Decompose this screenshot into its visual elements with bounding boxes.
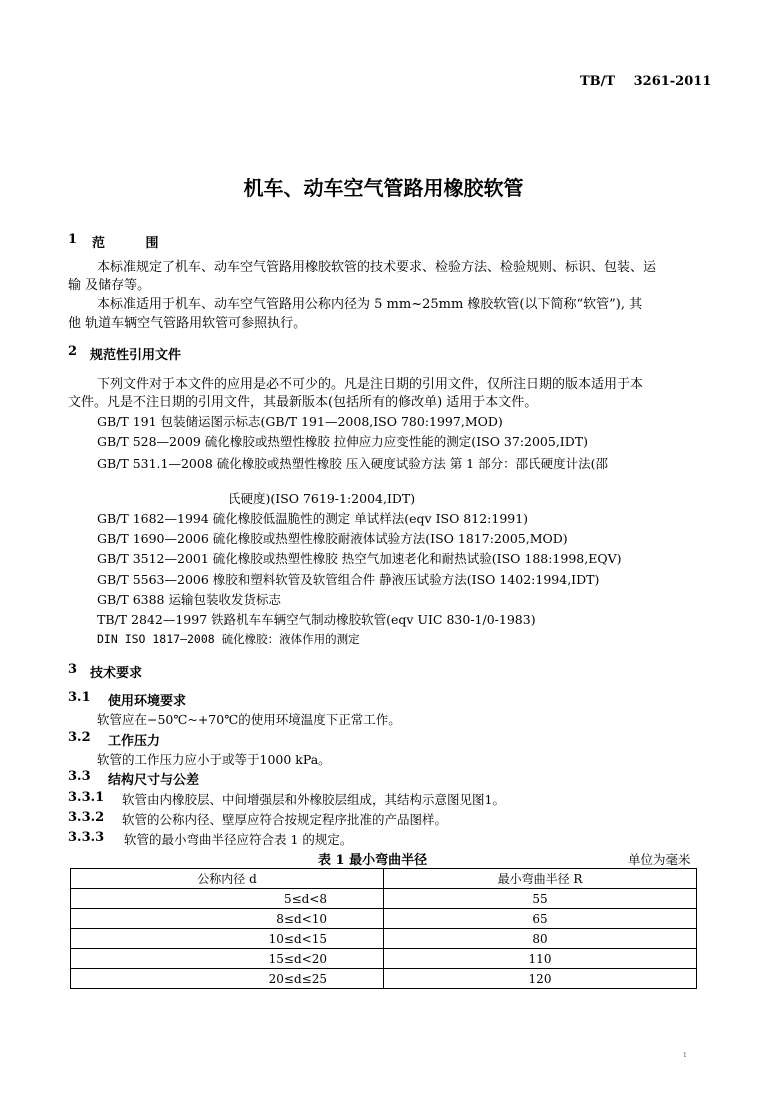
section-3-3-2-number: 3.3.2	[68, 810, 105, 825]
section-3-2-number: 3.2	[68, 730, 91, 745]
section-2-paragraph-line-1: 下列文件对于本文件的应用是必不可少的。凡是注日期的引用文件，仅所注日期的版本适用于本	[97, 377, 644, 392]
section-3-3-2-text: 软管的公称内径、壁厚应符合按规定程序批准的产品图样。	[122, 812, 448, 827]
table-cell: 110	[384, 949, 697, 969]
section-1-paragraph-2-line-1: 本标准适用于机车、动车空气管路用公称内径为 5 mm~25mm 橡胶软管(以下简称“软管”), 其	[97, 297, 643, 312]
section-3-3-1-text: 软管由内橡胶层、中间增强层和外橡胶层组成，其结构示意图见图1。	[122, 792, 505, 807]
section-2-number: 2	[68, 344, 78, 359]
section-3-3-number: 3.3	[68, 769, 91, 784]
reference-item: GB/T 1690—2006 硫化橡胶或热塑性橡胶耐液体试验方法(ISO 1817:2005,MOD)	[97, 531, 568, 546]
reference-item: GB/T 1682—1994 硫化橡胶低温脆性的测定 单试样法(eqv ISO 812:1991)	[97, 511, 529, 526]
section-2-paragraph-line-2: 文件。凡是不注日期的引用文件，其最新版本(包括所有的修改单) 适用于本文件。	[68, 395, 538, 410]
section-1-title: 范 围	[92, 236, 177, 251]
table-row	[71, 969, 697, 989]
table-cell: 80	[384, 929, 697, 949]
reference-item: GB/T 3512—2001 硫化橡胶或热塑性橡胶 热空气加速老化和耐热试验(ISO 188:1998,EQV)	[97, 551, 622, 566]
reference-item: GB/T 528—2009 硫化橡胶或热塑性橡胶 拉伸应力应变性能的测定(ISO 37:2005,IDT)	[97, 434, 588, 449]
reference-item: GB/T 531.1—2008 硫化橡胶或热塑性橡胶 压入硬度试验方法 第 1 部分：邵氏硬度计法(邵	[97, 456, 608, 471]
section-3-3-3-number: 3.3.3	[68, 830, 105, 845]
reference-item: GB/T 6388 运输包装收发货标志	[97, 592, 281, 607]
table-cell: 10≤d<15	[71, 929, 384, 949]
section-3-number: 3	[68, 662, 78, 677]
table-header-row	[71, 869, 697, 889]
section-3-3-title: 结构尺寸与公差	[108, 773, 200, 788]
section-1-paragraph-2-line-2: 他 轨道车辆空气管路用软管可参照执行。	[68, 316, 307, 331]
section-3-title: 技术要求	[90, 666, 143, 681]
reference-item: DIN ISO 1817—2008 硫化橡胶：液体作用的测定	[97, 632, 360, 646]
table-cell: 55	[384, 889, 697, 909]
reference-item-continuation: 氏硬度)(ISO 7619-1:2004,IDT)	[228, 491, 416, 506]
table-cell: 20≤d≤25	[71, 969, 384, 989]
table-cell: 65	[384, 909, 697, 929]
section-1-paragraph-1-line-2: 输 及储存等。	[68, 278, 151, 293]
section-2-title: 规范性引用文件	[90, 348, 182, 363]
document-title: 机车、动车空气管路用橡胶软管	[243, 176, 524, 200]
table-cell: 120	[384, 969, 697, 989]
reference-item: GB/T 191 包装储运图示标志(GB/T 191—2008,ISO 780:1997,MOD)	[97, 414, 503, 429]
table-row	[71, 929, 697, 949]
section-3-1-number: 3.1	[68, 690, 91, 705]
table-row	[71, 889, 697, 909]
standard-code: TB/T 3261-2011	[580, 74, 712, 89]
table-1	[70, 868, 697, 989]
table-header-cell: 最小弯曲半径 R	[384, 869, 697, 889]
section-3-2-text: 软管的工作压力应小于或等于1000 kPa。	[97, 752, 331, 767]
table-cell: 8≤d<10	[71, 909, 384, 929]
section-1-number: 1	[68, 232, 78, 247]
table-1-caption: 表 1 最小弯曲半径	[318, 853, 428, 868]
table-cell: 5≤d<8	[71, 889, 384, 909]
table-row	[71, 949, 697, 969]
reference-item: GB/T 5563—2006 橡胶和塑料软管及软管组合件 静液压试验方法(ISO 1402:1994,IDT)	[97, 572, 600, 587]
section-3-3-3-text: 软管的最小弯曲半径应符合表 1 的规定。	[124, 832, 353, 847]
page-number: 1	[683, 1052, 687, 1059]
table-cell: 15≤d<20	[71, 949, 384, 969]
table-row	[71, 909, 697, 929]
reference-item: TB/T 2842—1997 铁路机车车辆空气制动橡胶软管(eqv UIC 830-1/0-1983)	[97, 612, 536, 627]
table-header-cell: 公称内径 d	[71, 869, 384, 889]
section-3-1-title: 使用环境要求	[108, 694, 187, 709]
table-1-unit: 单位为毫米	[628, 852, 691, 867]
section-3-1-text: 软管应在−50℃~+70℃的使用环境温度下正常工作。	[97, 712, 401, 727]
section-1-paragraph-1-line-1: 本标准规定了机车、动车空气管路用橡胶软管的技术要求、检验方法、检验规则、标识、包装、运	[97, 260, 657, 275]
section-3-2-title: 工作压力	[108, 734, 161, 749]
section-3-3-1-number: 3.3.1	[68, 790, 105, 805]
